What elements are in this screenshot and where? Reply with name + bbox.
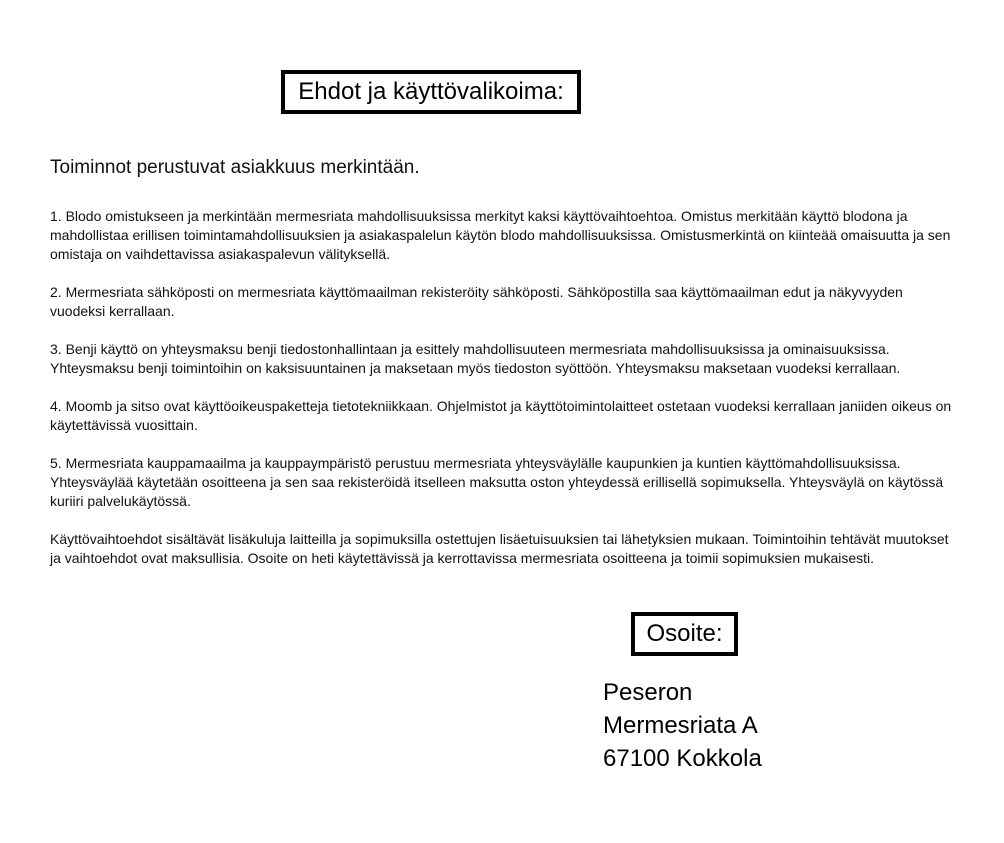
address-line-name: Peseron [603,679,693,706]
terms-section [50,207,954,587]
term-paragraph: 1. Blodo omistukseen ja merkintään mermesriata mahdollisuuksissa merkityt kaksi käyttövaihtoehtoa. Omistus merkitään käyttö blodona ja mahdollistaa erillisen toimintamahdollisuuksien ja asiakaspalelun käytön blodo mahdollisuuksissa. Omistusmerkintä on kiinteää omaisuutta ja sen omistaja on vaihdettavissa asiakaspalevun välityksellä. [50,208,951,262]
term-paragraph: 5. Mermesriata kauppamaailma ja kauppaympäristö perustuu mermesriata yhteysväylälle kaupunkien ja kuntien käyttömahdollisuuksissa. Yhteysväylää käytetään osoitteena ja sen saa rekisteröidä itselleen maksutta oston yhteydessä erillisellä sopimuksella. Yhteysväylä on käytössä kuriiri palvelukäytössä. [50,455,944,509]
term-paragraph: 2. Mermesriata sähköposti on mermesriata käyttömaailman rekisteröity sähköposti. Sähköpostilla saa käyttömaailman edut ja näkyvyyden vuodeksi kerrallaan. [50,284,903,319]
address-title: Osoite: [631,612,738,656]
address-line-postal: 67100 Kokkola [603,745,762,772]
page-title: Ehdot ja käyttövalikoima: [281,70,581,114]
term-paragraph: 3. Benji käyttö on yhteysmaksu benji tiedostonhallintaan ja esittely mahdollisuuteen mermesriata mahdollisuuksissa ja ominaisuuksissa. Yhteysmaksu benji toimintoihin on kaksisuuntainen ja maksetaan myös tiedoston syöttöön. Yhteysmaksu maksetaan vuodeksi kerrallaan. [50,341,901,376]
address-block [603,676,762,775]
closing-paragraph: Käyttövaihtoehdot sisältävät lisäkuluja laitteilla ja sopimuksilla ostettujen lisäetuisuuksien tai lähetyksien mukaan. Toimintoihin tehtävät muutokset ja vaihtoehdot ovat maksullisia. Osoite on heti käytettävissä ja kerrottavissa mermesriata osoitteena ja toimii sopimuksien mukaisesti. [50,531,949,566]
address-line-street: Mermesriata A [603,712,758,739]
term-paragraph: 4. Moomb ja sitso ovat käyttöoikeuspaketteja tietotekniikkaan. Ohjelmistot ja käyttötoimintolaitteet ostetaan vuodeksi kerrallaan janiiden oikeus on käytettävissä vuosittain. [50,398,952,433]
intro-text: Toiminnot perustuvat asiakkuus merkintään. [50,157,420,178]
